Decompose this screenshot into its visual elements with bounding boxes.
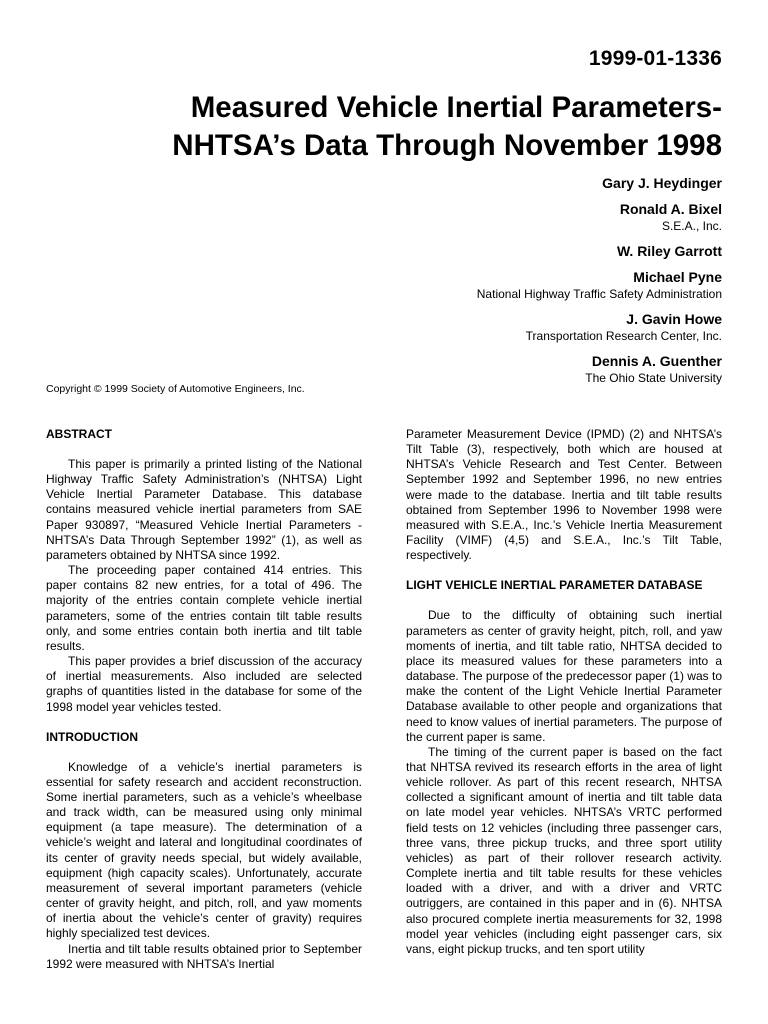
paper-number: 1999-01-1336	[588, 47, 722, 70]
author-name: J. Gavin Howe	[626, 311, 722, 327]
author-garrott	[322, 242, 722, 260]
author-affiliation: S.E.A., Inc.	[661, 219, 722, 233]
author-pyne	[322, 268, 722, 302]
author-howe	[322, 310, 722, 344]
author-heydinger	[322, 174, 722, 192]
author-list	[322, 174, 722, 394]
author-affiliation: Transportation Research Center, Inc.	[525, 329, 722, 343]
author-name: W. Riley Garrott	[616, 243, 722, 259]
author-name: Dennis A. Guenther	[591, 353, 722, 369]
paper-title	[82, 89, 722, 165]
database-paragraph: The timing of the current paper is based on the fact that NHTSA revived its research efforts in the area of light vehicle rollover. As part of this recent research, NHTSA collected a significant amount of inertia and tilt table data on late model year vehicles. NHTSA’s VRTC performed field tests on 12 vehicles (including three passenger cars, three vans, three pickup trucks, and three sport utility vehicles) as part of their rollover research activity. Complete inertia and tilt table results for these vehicles loaded with a driver, and with a driver and VRTC outriggers, are contained in this paper and in (6). NHTSA also procured complete inertia measurements for 32, 1998 model year vehicles (including eight passenger cars, six vans, eight pickup trucks, and ten sport utility	[406, 744, 722, 956]
abstract-paragraph: This paper provides a brief discussion of the accuracy of inertial measurements. Also included are selected graphs of quantities listed in the database for some of the 1998 model year vehicles tested.	[46, 654, 362, 714]
abstract-paragraph: The proceeding paper contained 414 entries. This paper contains 82 new entries, for a total of 496. The majority of the entries contain complete vehicle inertial parameters, some of the entries contain tilt table results only, and some entries contain both inertia and tilt table results.	[46, 563, 362, 653]
introduction-section	[46, 730, 362, 972]
title-line-1: Measured Vehicle Inertial Parameters-	[190, 91, 722, 124]
right-column	[406, 427, 722, 957]
author-affiliation: National Highway Traffic Safety Administration	[476, 287, 722, 301]
database-heading: LIGHT VEHICLE INERTIAL PARAMETER DATABASE	[406, 578, 703, 593]
copyright-notice: Copyright © 1999 Society of Automotive Engineers, Inc.	[46, 383, 305, 395]
title-line-2: NHTSA’s Data Through November 1998	[172, 129, 722, 162]
author-name: Michael Pyne	[633, 269, 722, 285]
abstract-heading: ABSTRACT	[46, 427, 112, 441]
author-guenther	[322, 352, 722, 386]
introduction-paragraph: Inertia and tilt table results obtained prior to September 1992 were measured with NHTSA’s Inertial	[46, 941, 362, 971]
introduction-heading: INTRODUCTION	[46, 729, 138, 744]
introduction-paragraph: Knowledge of a vehicle’s inertial parameters is essential for safety research and accident reconstruction. Some inertial parameters, such as a vehicle’s wheelbase and track width, can be measured using only minimal equipment (a tape measure). The determination of a vehicle’s weight and lateral and longitudinal coordinates of its center of gravity needs special, but widely available, equipment (high capacity scales). Unfortunately, accurate measurement of several important parameters (vehicle center of gravity height, and pitch, roll, and yaw moments of inertia about the vehicle’s center of gravity) requires highly specialized test devices.	[46, 759, 362, 941]
author-bixel	[322, 200, 722, 234]
database-section	[406, 578, 722, 957]
author-name: Gary J. Heydinger	[602, 175, 722, 191]
left-column	[46, 427, 362, 972]
abstract-section	[46, 427, 362, 715]
continued-paragraph: Parameter Measurement Device (IPMD) (2) and NHTSA’s Tilt Table (3), respectively, both which are housed at NHTSA’s Vehicle Research and Test Center. Between September 1992 and September 1996, no new entries were made to the database. Inertia and tilt table results obtained from September 1996 to November 1998 were measured with S.E.A., Inc.’s Vehicle Inertia Measurement Facility (VIMF) (4,5) and S.E.A., Inc.’s Tilt Table, respectively.	[406, 427, 722, 563]
author-affiliation: The Ohio State University	[585, 371, 722, 385]
database-paragraph: Due to the difficulty of obtaining such inertial parameters as center of gravity height, pitch, roll, and yaw moments of inertia, and tilt table ratio, NHTSA decided to place its measured values for these parameters into a database. The purpose of the predecessor paper (1) was to make the content of the Light Vehicle Inertial Parameter Database available to other people and organizations that need to know values of inertial parameters. The purpose of the current paper is same.	[406, 608, 722, 744]
author-name: Ronald A. Bixel	[619, 201, 722, 217]
abstract-paragraph: This paper is primarily a printed listing of the National Highway Traffic Safety Administration’s (NHTSA) Light Vehicle Inertial Parameter Database. This database contains measured vehicle inertial parameters from SAE Paper 930897, “Measured Vehicle Inertial Parameters - NHTSA’s Data Through September 1992” (1), as well as parameters obtained by NHTSA since 1992.	[46, 457, 362, 562]
